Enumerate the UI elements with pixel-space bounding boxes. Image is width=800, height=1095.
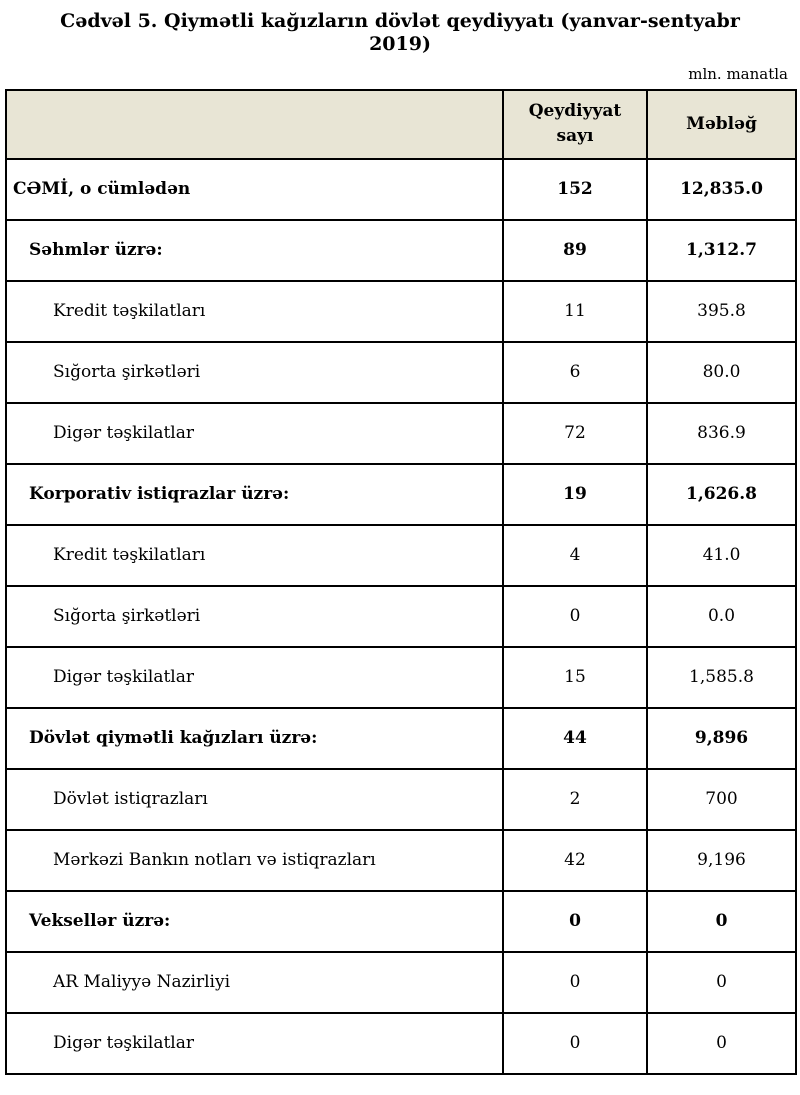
row-amount: 1,585.8 [647,647,796,708]
row-label: Mərkəzi Bankın notları və istiqrazları [6,830,503,891]
row-amount: 9,896 [647,708,796,769]
row-count: 0 [503,952,647,1013]
row-amount: 1,312.7 [647,220,796,281]
row-count: 72 [503,403,647,464]
row-amount: 0 [647,1013,796,1074]
row-amount: 0 [647,952,796,1013]
table-body [6,159,796,1074]
row-label: Digər təşkilatlar [6,647,503,708]
table-row [6,159,796,220]
row-label: Səhmlər üzrə: [6,220,503,281]
row-count: 0 [503,891,647,952]
row-count: 11 [503,281,647,342]
header-cell-amount: Məbləğ [647,90,796,159]
row-count: 19 [503,464,647,525]
table-row [6,1013,796,1074]
row-label: Digər təşkilatlar [6,403,503,464]
row-label: Kredit təşkilatları [6,525,503,586]
row-label: AR Maliyyə Nazirliyi [6,952,503,1013]
row-label: Digər təşkilatlar [6,1013,503,1074]
row-amount: 0 [647,891,796,952]
row-count: 15 [503,647,647,708]
table-row [6,464,796,525]
row-label: Veksellər üzrə: [6,891,503,952]
row-count: 42 [503,830,647,891]
table-row [6,525,796,586]
row-amount: 41.0 [647,525,796,586]
table-row [6,769,796,830]
row-count: 0 [503,586,647,647]
row-count: 152 [503,159,647,220]
header-cell-registration-count: Qeydiyyat sayı [503,90,647,159]
unit-note: mln. manatla [688,64,788,83]
header-row [6,90,796,159]
table-row [6,220,796,281]
table-row [6,586,796,647]
table-row [6,281,796,342]
table-title: Cədvəl 5. Qiymətli kağızların dövlət qeydiyyatı (yanvar-sentyabr 2019) [60,10,740,55]
row-count: 44 [503,708,647,769]
row-amount: 395.8 [647,281,796,342]
securities-registration-table [5,89,797,1075]
row-amount: 12,835.0 [647,159,796,220]
table-row [6,952,796,1013]
row-label: Kredit təşkilatları [6,281,503,342]
table-row [6,830,796,891]
row-amount: 1,626.8 [647,464,796,525]
table-row [6,342,796,403]
row-amount: 836.9 [647,403,796,464]
row-count: 0 [503,1013,647,1074]
row-count: 6 [503,342,647,403]
row-count: 4 [503,525,647,586]
header-cell-empty [6,90,503,159]
row-label: Dövlət qiymətli kağızları üzrə: [6,708,503,769]
row-label: Korporativ istiqrazlar üzrə: [6,464,503,525]
table-row [6,403,796,464]
row-count: 89 [503,220,647,281]
table-row [6,708,796,769]
table-header [6,90,796,159]
table-row [6,891,796,952]
row-label: Sığorta şirkətləri [6,586,503,647]
table-row [6,647,796,708]
row-label: Sığorta şirkətləri [6,342,503,403]
row-label: CƏMİ, o cümlədən [6,159,503,220]
row-amount: 0.0 [647,586,796,647]
row-amount: 80.0 [647,342,796,403]
row-count: 2 [503,769,647,830]
row-amount: 700 [647,769,796,830]
row-amount: 9,196 [647,830,796,891]
row-label: Dövlət istiqrazları [6,769,503,830]
